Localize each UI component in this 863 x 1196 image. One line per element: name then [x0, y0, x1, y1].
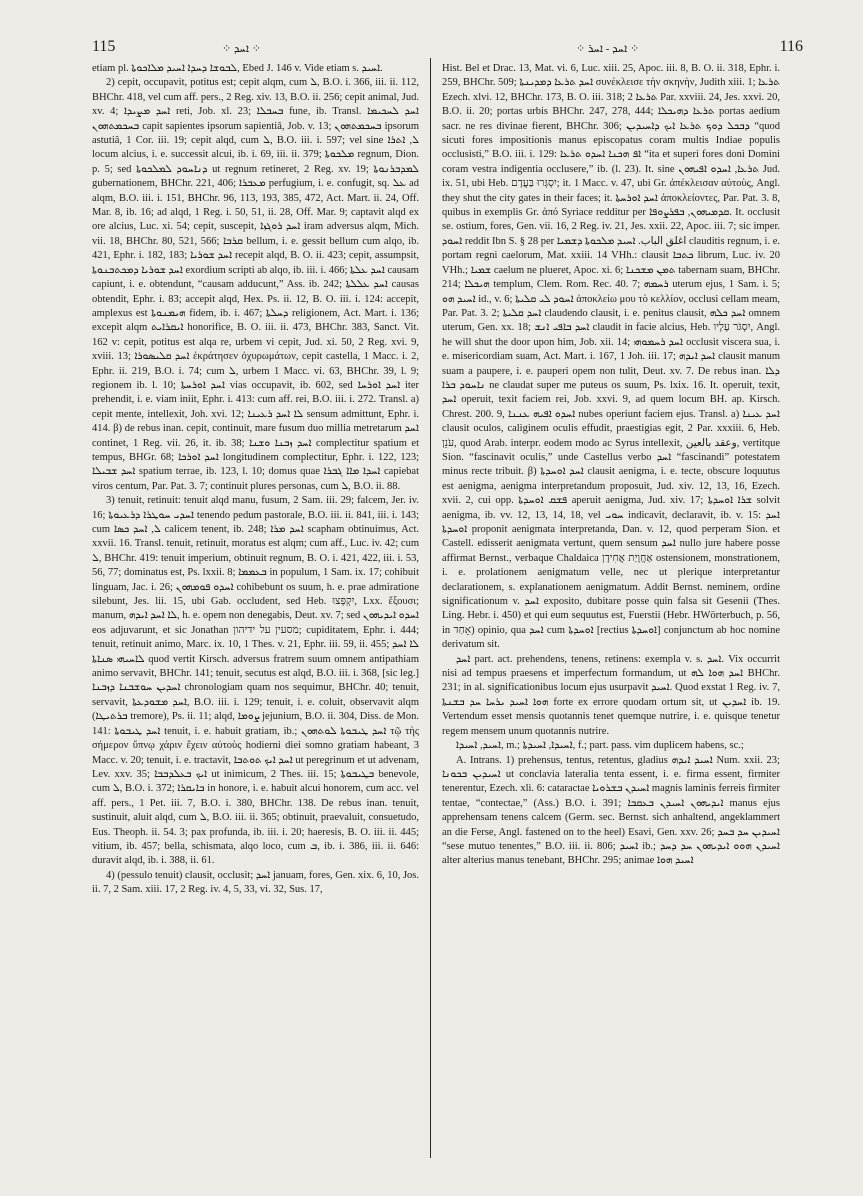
right-page-number: 116	[779, 38, 803, 55]
left-column	[92, 62, 419, 1142]
left-entry-paragraph: 3) tenuit, retinuit: tenuit alqd manu, fusum, 2 Sam. iii. 29; falcem, Jer. iv. 16; ܐܚܕܝ ܚܘܛܪܐ ܕܪܥܝܘܬܐ tenendo pedum pastorale, B.O. iii. ii. 841, iii. i. 143; cum ܠ, ܐܚܕ ܟܣܐ calicem tenent, ib. 248; ܐܚܕ ܡܪܐ scapham obtinuimus, Act. xxvii. 16. Transl. tenuit, retinuit, moratus est alqm; cum aff., Luc. iv. 42; cum ܠ, BHChr. 419: tenuit imperium, obtinuit regnum, B. O. i. 421, 422, iii. i. 53, 56, 77; dominatus est, Ps. lxxii. 8; ܒܥܡܡܐ in populum, 1 Sam. ix. 17; cohibuit linguam, Jac. i. 26; ܐܚܕܘ ܦܘܡܗܘܢ cohibebunt os suum, h. e. prae admiratione silebunt, Jes. lii. 15, ubi Gab. occludent, sed Heb. יִקְפְּצוּ, Lxx. ἕξουσι; manum, ܠܐ ܐܚܕ ܐܝܕܗ, h. e. opem non denegabis, Deut. xv. 7; sed ܐܚܕܘ ܐܝܕܝܗܘܢ eos adjuvarunt, et sic Jonathan מסעין על ידיהון; cupiditatem, Ephr. i. 444; tenuit, retinuit animo, Marc. ix. 10, 1 Thes. v. 21, Ephr. iii. 59, ii. 455; ܠܐ ܐܚܕ ܠܐܚܝܗܝ ܣܢܐܬܐ quod vertit Kirsch. adversus fratrem suum omnem antipathiam animo servavit, BHChr. 141; tenuit, secutus est alqd, B.O. iii. i. 368, [sic leg.] ܐܚܕܝܢ ܚܘܫܒܢܐ ܕܙܒܢܐ chronologiam quam nos sequimur, BHChr. 40; tenuit, servavit, ܐܚܕ ܡܫܘܕܥܬܐ, B.O. iii. i. 129; tenuit, i. e. coluit, observavit alqm (ܒܪܬܝܛܐ tremore), Ps. ii. 11; alqd, ܨܘܡܐ jejunium, B.O. ii. 304, Diss. de Mon. 141: ܐܚܕ ܛܝܒܘܬܐ tenuit, i. e. habuit gratiam, ib.; ܐܚܕ ܛܝܒܘܬܐ ܠܘܬܗܘܢ τῷ τὴς σήμερον ὕπνῳ χάριν ἔχειν αὐτοὺς hodierni diei somno gratiam habeant, 3 Macc. v. 20; tenuit, i. e. tractavit, ܐܚܕ ܐܝܟ ܬܘܬܒܐ ut peregrinum et ut advenam, Lev. xxv. 35; ܐܝܟ ܒܥܠܕܒܒܐ ut inimicum, 2 Thes. iii. 15; ܒܛܝܒܘܬܐ benevole, cum ܠ, B.O. i. 372; ܒܐܝܩܪܐ in honore, i. e. habuit alcui honorem, cum acc. vel aff. pers., 1 Pet. iii. 7, B.O. i. 380, BHChr. 138. De rebus inan. tenuit, sustinuit, aluit alqd, cum ܠ, B.O. iii. ii. 365; obtinuit, praevaluit, consuetudo, Eus. Theoph. ii. 54. 3; pax profunda, ib. iii. i. 20; haeresis, B. O. iii. ii. 445; vitium, ib. 457; bella, schismata, alqo loco, cum ܒ, ib. i. 386, iii. ii. 646: duravit alqd, ib. i. 388, ii. 61.	[92, 495, 419, 867]
right-entry-paragraph: ܐܚܝܕ, ܐܚܝܕܐ, m.; ܐܚܝܕܐ, ܐܚܝܕܬܐ, f.; part. pass. vim duplicem habens, sc.;	[456, 740, 744, 752]
column-divider	[430, 58, 431, 1158]
right-column	[442, 62, 780, 1142]
running-header	[0, 0, 863, 60]
left-entry-paragraph: 2) cepit, occupavit, potitus est; cepit alqm, cum ܠ, B.O. i. 366, iii. ii. 112, BHChr. 418, vel cum aff. pers., 2 Reg. xiv. 13, B.O. ii. 256; cepit animal, Jud. xv. 4; ܐܚܕ ܡܨܝܕܐ reti, Job. xl. 23; ܒܚܒܠܐ fune, ib. Transl. ܐܚܕ ܠܚܟܝܡܐ ܒܚܟܡܬܗܘܢ capit sapientes ipsorum sapientiâ, Job. v. 13; ܒܚܟܡܬܗܘܢ ipsorum astutiâ, 1 Cor. iii. 19; cepit alqd, cum ܠ, B.O. iii. i. 597; vel sine ܠ, ܐܬܪܐ locum alcius, i. e. successit alcui, ib. i. 69, iii. ii. 379; ܡܠܟܘܬܐ regnum, Dion. p. 5; sed ܕܢܐܚܘܕ ܠܡܠܟܘܬܐ ut regnum retineret, 2 Reg. xv. 19; ܠܡܕܒܪܢܘܬܐ gubernationem, BHChr. 221, 406; ܡܥܒܪܐ perfugium, i. e. confugit, sq. ܥܠ ad alqm, B.O. iii. i. 151, BHChr. 96, 113, 193, 385, 472, Act. Mart. ii. 24, Off. Mar. 8, ib. 16; ad alqd, 1 Reg. i. 50, 51, ii. 28, Off. Mar. 9; captavit alqd ex ore alcius, Luc. xi. 54; cepit, suscepit, ܐܚܕ ܪܘܓܙܐ iram adversus alqm, Mich. vii. 18, BHChr. 80, 521, 566; ܩܪܒܐ bellum, i. e. gessit bellum cum alqo, ib. 421, Ephr. i. 182, 183; ܐܚܕ ܫܘܪܝܐ recepit alqd, B. O. ii. 423; cepit, assumpsit, ܐܚܕ ܫܘܪܝܐ ܕܡܟܬܒܢܘܬܐ exordium scripti ab alqo, ib. iii. i. 466; ܐܚܕ ܥܠܬܐ causam capiunt, i. e. obtendunt, “causam adducunt,” Ass. ib. 242; ܐܚܕ ܥܠܠܬܐ causas obtendit, Ephr. i. 83; accepit alqd, Hex. Ps. ii. 12, B. O. iii. i. 124: accepit, amplexus est ܗܝܡܢܘܬܐ fidem, ib. i. 467; ܕܚܠܬܐ religionem, Act. Mart. i. 136; excepit alqm ܐܝܩܪܐܝܬ honorifice, B. O. iii. ii. 473, BHChr. 383, Sanct. Vit. 162 v: cepit, potitus est alqa re, urbem vi cepit, Jud. xi. 50, 2 Reg. xvi. 9, xviii. 13; ܐܚܕ ܩܠܝܣܘܪܐ ἐκράτησεν ὀχυρωμάτων, cepit castella, 1 Macc. i. 2, Ephr. ii. 219, B.O. i. 74; cum ܠ, urbem 1 Macc. vi. 63, BHChr. 39, l. 9; regionem ib. l. 10; ܐܚܕ ܐܘܪܚܬܐ vias occupavit, ib. 602, sed ܐܚܕ ܐܘܪܚܐ iter prehendit, i. e. viam iniit, Ephr. i. 413: cum aff. rei, B.O. iii. i. 272. Transl. a) cepit mente, intellexit, Joh. xvi. 12; ܠܐ ܐܚܕ ܪܥܝܢܐ sensum admittunt, Ephr. i. 414. β) de rebus inan. cepit, continuit, mare fusum duo millia metretarum ܐܚܕ continet, 1 Reg. vii. 26, it. ib. 38; ܐܚܕ ܙܒܢܐ ܘܫܢܐ complectitur spatium et tempus, BHGr. 68; ܐܚܕ ܐܘܪܟܐ longitudinem complectitur, Ephr. i. 122, 123; ܐܚܕ ܫܒܝܠܐ spatium terrae, ib. 123, l. 10; domus quae ܐܚܕܐ ܡܐܐ ܓܒܪܐ capiebat viros centum, Par. Pat. 3. 7; continuit plures personas, cum ܠ, B.O. ii. 88.	[92, 77, 419, 492]
right-entry-paragraph: A. Intrans. 1) prehensus, tentus, retentus, gladius ܐܚܝܕ ܐܝܕܗ Num. xxii. 23; ܐܚܝܕܝܢ ܒܟܘܢܐ ut conclavia lateralia tenta essent, i. e. firma essent, firmiter tenerentur, Ezech. xli. 6: cataractae ܐܚܝܕܢ ܒܫܪܘܝܐ magnis laminis ferreis firmiter tentae, “contectae,” (Ass.) B.O. i. 391; ܐܝܕܝܗܘܢ ܐܚܝܕܢ ܒܥܩܒܐ manus ejus apprehensam tenens calcem (Germ. sec. Bernst. sich anhaltend, angeklammert an die Ferse, Angl. fastened on to the heel) Esavi, Gen. xxv. 26; ܐܚܝܕܝܢ ܚܕ ܒܚܕ “sese mutuo tenentes,” B.O. iii. ii. 806; ܐܚܝܕ ib.; ܐܚܝܕܢ ܗܘܘ ܐܝܕܝܗܘܢ ܚܕ ܕܚܕ alter alterius manus tenebant, BHChr. 295; animae ܐܚܝܕ ܗܘܐ	[442, 754, 780, 867]
right-entry-paragraph: Hist. Bel et Drac. 13, Mat. vi. 6, Luc. xiii. 25, Apoc. iii. 8, B. O. ii. 318, Ephr. i. 259, BHChr. 509; ܐܚܕ ܬܪܥܐ ܕܡܕܝܢܬܐ συνέκλεισε τὴν σκηνὴν, Judith xiii. 1; ܬܪܥܐ Ezech. xlvi. 12, BHChr. 173, B. O. iii. 318; ܬܪܥܐ 2 Par. xxviii. 24, Jes. xxvi. 20, B.O. ii. 20; portas urbis BHChr. 247, 278, 444; ܬܪܥܐ ܕܗܝܟܠܐ portas aedium sacr. ne res divinae fierent, BHChr. 306; ܕܒܟܠ ܕܘܟ ܬܪܥܐ ܐܝܟ ܕܐܚܝܕܝܢ “quod sicuti fores impositionis manus episcopatus coram multis Indiae populis occlusisti,” B.O. iii. i. 129: ܐܦ ܗܟܢܐ ܐܚܕܘ ܬܪܥܐ “ita et superi fores doni Domini coram vestra indigentia occlusere,” ib. (l. 23). It. sine ܬܪܥܐ, ܐܚܕܘ ܐܦܝܗܘܢ Jud. ix. 51, ubi Heb. יִסְגְּרוּ בַּעֲדָם; it. 1 Macc. v. 47, ubi Gr. ἀπέκλεισαν αὐτοὺς, Angl. they shut the city gates in their faces; it. ܐܚܕ ܐܘܪܚܬܐ ἀποκλείοντες, Par. Pat. 3. 8, quibus in exemplis Gr. ἀπό Syriace redditur per ܩܕܡܝܗܘܢ, ܒܦܪܨܘܦܐ. It. occlusit se. ostium, fores, Gen. vii. 16, 2 Reg. iv. 21, Jes. xxii. 22, Apoc. iii. 7; sic imper. ܐܚܘܕ reddit Ibn S. § 28 per اغلق الباب. ܐܚܝܕ ܡܠܟܘܬܐ ܕܫܡܝܐ clauditis regnum, i. e. portam regni caelorum, Mat. xxiii. 14 VHh.: clausit ܟܬܒܐ librum, Luc. iv. 20 VHh.; ܫܡܝܐ caelum ne plueret, Apoc. xi. 6; ܬܡܢ ܡܫܟܢܐ tabernam suam, BHChr. 214; ܗܝܟܠܐ templum, Clem. Rom. Rec. 40. 7; ܪܚܡܗ uterum ejus, 1 Sam. i. 5; ܐܚܝܕ ܗܘ id., v. 6; ܐܚܘܕ ܠܝ ܩܠܝܬܐ ἀποκλείω μου τὸ κελλίον, occlusi cellam meam, Par. Pat. 3. 2; ܐܚܕ ܩܠܝܬܐ claudendo clausit, i. e. penitus clausit, ܐܚܕ ܟܠܗ omnem uterum, Gen. xx. 18; ܐܚܕ ܒܐܦܝ ܐܢܫ claudit in facie alcius, Heb. יִסְגֹּר עָלָיו, Angl. he will shut the door upon him, Job. xii. 14; ܐܚܕ ܪܚܡܘܗܝ occlusit viscera sua, i. e. misericordiam suam, Act. Mart. i. 167, 1 Joh. iii. 17; ܐܚܕ ܐܝܕܗ clausit manum suam a paupere, i. e. pauperi opem non tulit, Deut. xv. 7. De rebus inan. ܕܠܐ ܢܐܚܘܕ ܒܪܐ ne claudat super me puteus os suum, Ps. lxix. 16. It. operuit, texit, ܐܚܕ operuit, texit faciem rei, Job. xxvi. 9, ad quem locum BH. ap. Kirsch. Chrest. 200. 9, ܐܚܕܘ ܐܦܝܗ ܥܢܢܐ nubes operiunt faciem ejus. Transl. a) ܐܚܕ ܥܝܢܐ clausit oculos, caliginem oculis effudit, praestigias egit, 2 Par. xxxiii. 6, Heb. עֹנֵן, quod Arab. interpr. eodem modo ac Syrus intellexit, وعقد بالعين, vertitque Sion. “fascinavit oculis,” unde Castellus verbo ܐܚܕ “fascinandi” potestatem minus recte tribuit. β) ܐܚܕ ܐܘܚܕܬܐ clausit aenigma, i. e. tecte, obscure loquutus est aenigma, aenigma interpretandum proposuit, Jud. xiv. 12, 13, 16, Ezech. xvii. 2, cui opp. ܦܫܩ ܐܘܚܕܬܐ aperuit aenigma, Jud. xiv. 17; ܫܪܐ ܐܘܚܕܬܐ solvit aenigma, ib. vv. 12, 13, 14, 18, vel ܚܘܝ indicavit, declaravit, ib. v. 15: ܐܚܕ ܐܘܚܕܬܐ proponit aenigmata interpretanda, Dan. v. 12, quod perperam Sion. et Castell. edisserit aenigmata vertunt, quem sensum ܐܚܕ nullo jure habere posse affirmat Bernst., verbaque Chaldaica אַחֲוָיַת אֲחִידָן ostensionem, monstrationem, i. e. prolationem aenigmatum velle, nec ut plerique interpretantur declarationem, s. explanationem aenigmatum. Addit Bernst. neminem, ordine significationum v. ܐܚܕ exposito, dubitare posse quin falsa sit Gesenii (Thes. Ling. Hebr. i. 450) et qui eum sequutus est, Fuerstii (Hebr. HWörterbuch, p. 56, in אָחַד) opinio, qua ܐܚܕ cum ܐܘܚܕܬܐ [rectius ܐܘܚܕܬܐ] conjunctum ab hoc nomine derivatum sit.	[442, 63, 780, 651]
right-catchword: ⁘ ܐܚܕ - ܐܚܪ ⁘	[576, 43, 640, 55]
left-entry-paragraph: 4) (pessulo tenuit) clausit, occlusit; ܐܚܕ januam, fores, Gen. xix. 6, 10, Jos. ii. 7, 2 Sam. xiii. 17, 2 Reg. iv. 4, 5, 33, vi. 32, Sus. 17,	[92, 869, 419, 896]
left-page-number: 115	[92, 38, 116, 55]
left-entry-paragraph: etiam pl. ܠܒܘܫܐ ܕܚܕܐ ܐܚܝܕ ܡܠܐܟܘܬܐ, Ebed J. 146 v. Vide etiam s. ܐܚܝܕ.	[92, 63, 383, 74]
left-catchword: ⁘ ܐܚܕ ⁘	[222, 43, 261, 55]
right-entry-paragraph: ܐܚܕ part. act. prehendens, tenens, retinens: exempla v. s. ܐܚܕ. Vix occurrit nisi ad tempus praesens et imperfectum formandum, ut ܐܚܕ ܗܘܐ ܠܗ BHChr. 231; in al. significationibus locum ejus usurpavit ܐܚܝܕ. Quod exstat 1 Reg. iv. 7, ܗܘܐ ܐܚܝܕ ܝܪܚܐ ܚܕ ܒܫܢܬܐ forte ex errore quodam ortum sit, ut ܐܚܕܝܢ ib. 19. Vertendum esset mensis quotannis tenet quemque nutrire, i. e. quisque tenetur regem mensem unum quotannis nutrire.	[442, 653, 780, 737]
